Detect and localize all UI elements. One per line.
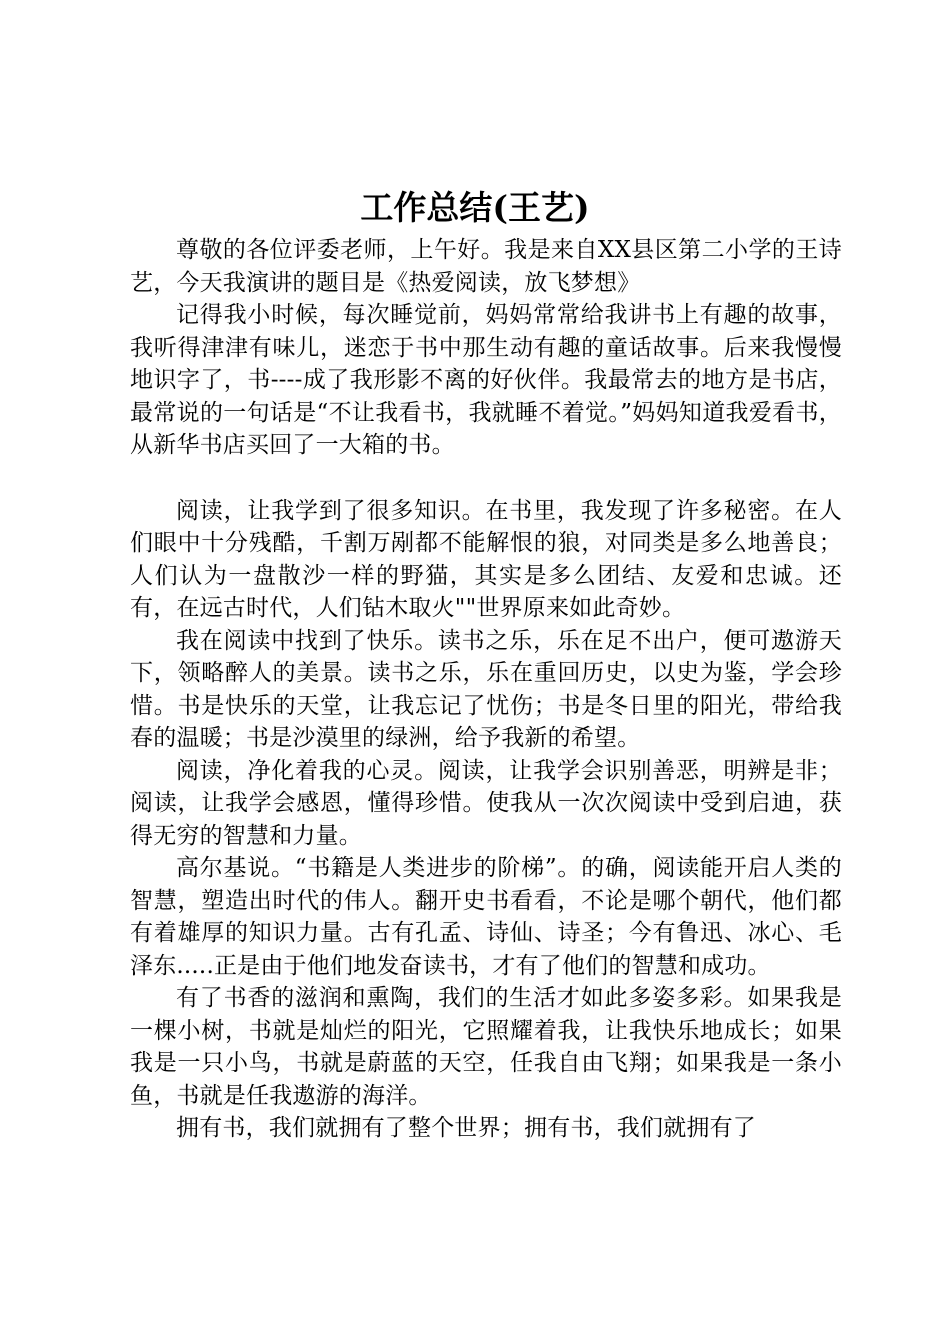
paragraph-gap [130, 462, 842, 495]
paragraph-childhood: 记得我小时候，每次睡觉前，妈妈常常给我讲书上有趣的故事，我听得津津有味儿，迷恋于书中那生动有趣的童话故事。后来我慢慢地识字了，书----成了我形影不离的好伙伴。我最常去的地方是书店，最常说的一句话是“不让我看书，我就睡不着觉。”妈妈知道我爱看书，从新华书店买回了一大箱的书。 [130, 302, 842, 458]
paragraph-knowledge: 阅读，让我学到了很多知识。在书里，我发现了许多秘密。在人们眼中十分残酷，千割万剐都不能解恨的狼，对同类是多么地善良；人们认为一盘散沙一样的野猫，其实是多么团结、友爱和忠诚。还有，在远古时代，人们钻木取火""世界原来如此奇妙。 [130, 497, 842, 621]
paragraph-gorky-quote: 高尔基说。“书籍是人类进步的阶梯”。的确，阅读能开启人类的智慧，塑造出时代的伟人。翻开史书看看，不论是哪个朝代，他们都有着雄厚的知识力量。古有孔孟、诗仙、诗圣；今有鲁迅、冰心、毛泽东.....正是由于他们地发奋读书，才有了他们的智慧和成功。 [130, 855, 842, 979]
paragraph-soul: 阅读，净化着我的心灵。阅读，让我学会识别善恶，明辨是非；阅读，让我学会感恩，懂得珍惜。使我从一次次阅读中受到启迪，获得无穷的智慧和力量。 [130, 757, 842, 849]
paragraph-owning-books: 拥有书，我们就拥有了整个世界；拥有书，我们就拥有了 [176, 1115, 756, 1141]
document-title: 工作总结(王艺) [360, 188, 590, 227]
paragraph-book-fragrance: 有了书香的滋润和熏陶，我们的生活才如此多姿多彩。如果我是一棵小树，书就是灿烂的阳光，它照耀着我，让我快乐地成长；如果我是一只小鸟，书就是蔚蓝的天空，任我自由飞翔；如果我是一条小鱼，书就是任我遨游的海洋。 [130, 985, 842, 1109]
document-body [130, 234, 842, 1145]
paragraph-happiness: 我在阅读中找到了快乐。读书之乐，乐在足不出户，便可遨游天下，领略醉人的美景。读书之乐，乐在重回历史，以史为鉴，学会珍惜。书是快乐的天堂，让我忘记了忧伤；书是冬日里的阳光，带给我春的温暖；书是沙漠里的绿洲，给予我新的希望。 [130, 627, 842, 751]
paragraph-greeting: 尊敬的各位评委老师，上午好。我是来自XX县区第二小学的王诗艺，今天我演讲的题目是《热爱阅读，放飞梦想》 [130, 237, 842, 296]
